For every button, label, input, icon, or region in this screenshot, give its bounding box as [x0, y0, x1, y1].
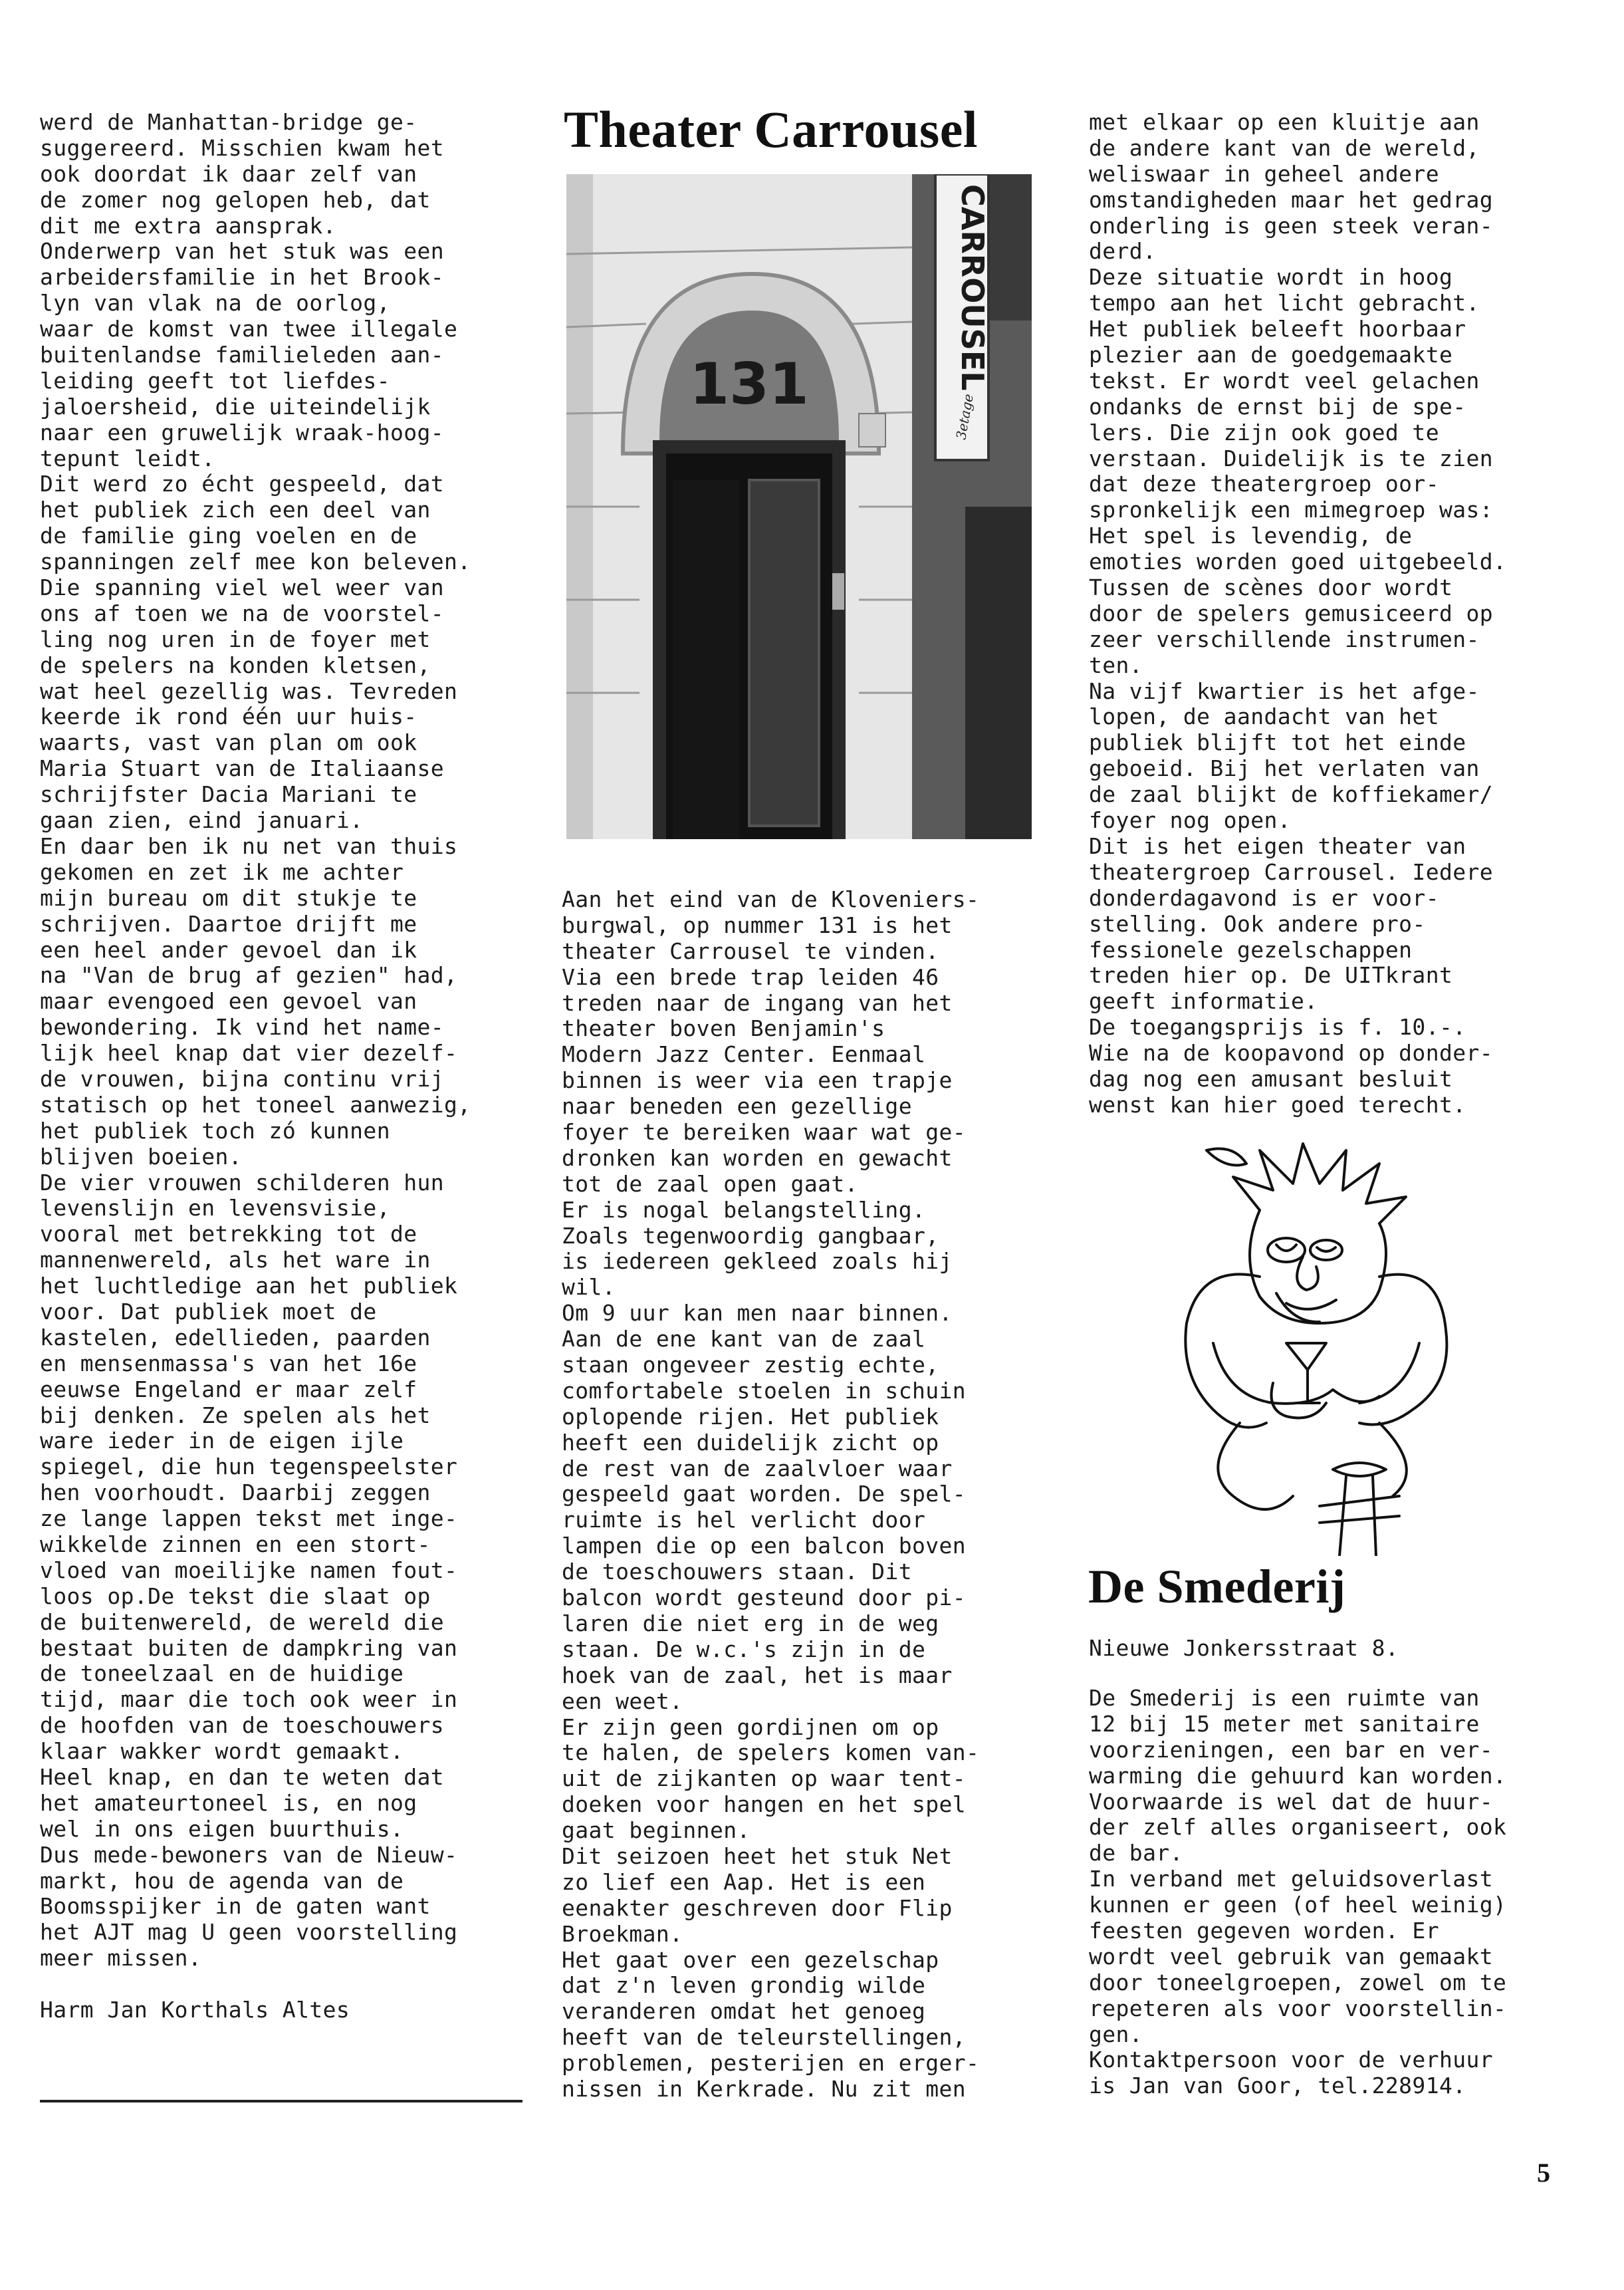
text-line: spronkelijk een mimegroep was:: [1089, 497, 1494, 523]
text-line: ware ieder in de eigen ijle: [40, 1428, 404, 1454]
text-line: lers. Die zijn ook goed te: [1089, 419, 1439, 445]
text-line: jaloersheid, die uiteindelijk: [40, 393, 431, 420]
text-line: Deze situatie wordt in hoog: [1089, 264, 1453, 291]
text-line: veranderen omdat het genoeg: [562, 1998, 926, 2025]
text-line: vooral met betrekking tot de: [40, 1221, 417, 1247]
text-line: theater boven Benjamin's: [562, 1015, 885, 1042]
text-line: Het publiek beleeft hoorbaar: [1089, 316, 1466, 342]
text-line: bestaat buiten de dampkring van: [40, 1634, 458, 1661]
text-line: een weet.: [562, 1688, 683, 1714]
signature-rule: [40, 2100, 522, 2102]
page-number: 5: [1537, 2158, 1550, 2188]
text-line: dit me extra aansprak.: [40, 212, 336, 239]
text-line: ling nog uren in de foyer met: [40, 626, 431, 652]
text-line: arbeidersfamilie in het Brook-: [40, 264, 445, 291]
text-line: markt, hou de agenda van de: [40, 1867, 404, 1894]
text-line: de buitenwereld, de wereld die: [40, 1608, 445, 1635]
text-line: mannenwereld, als het ware in: [40, 1247, 431, 1273]
text-line: de rest van de zaalvloer waar: [562, 1455, 953, 1481]
text-line: De Smederij is een ruimte van: [1089, 1685, 1480, 1711]
carrousel-sign-text: CARROUSEL: [955, 184, 990, 391]
text-line: lopen, de aandacht van het: [1089, 703, 1439, 730]
author-signature: Harm Jan Korthals Altes: [40, 1997, 350, 2023]
text-line: geboeid. Bij het verlaten van: [1089, 755, 1480, 782]
text-line: schrijfster Dacia Mariani te: [40, 781, 417, 808]
text-line: lijk heel knap dat vier dezelf-: [40, 1040, 458, 1067]
text-line: de toeschouwers staan. Dit: [562, 1559, 912, 1585]
text-line: Na vijf kwartier is het afge-: [1089, 678, 1480, 704]
text-line: wenst kan hier goed terecht.: [1089, 1091, 1466, 1118]
text-line: gaan zien, eind januari.: [40, 807, 364, 834]
text-line: treden naar de ingang van het: [562, 989, 953, 1016]
text-line: voorzieningen, een bar en ver-: [1089, 1736, 1494, 1763]
text-line: fessionele gezelschappen: [1089, 936, 1413, 963]
text-line: naar een gruwelijk wraak-hoog-: [40, 419, 445, 445]
text-line: Aan de ene kant van de zaal: [562, 1326, 926, 1352]
text-line: hoek van de zaal, het is maar: [562, 1662, 953, 1688]
text-line: de andere kant van de wereld,: [1089, 134, 1480, 161]
text-line: foyer te bereiken waar wat ge-: [562, 1119, 967, 1146]
text-line: Dus mede-bewoners van de Nieuw-: [40, 1841, 458, 1868]
text-line: gen.: [1089, 2021, 1143, 2047]
text-line: de familie ging voelen en de: [40, 523, 417, 549]
text-line: het luchtledige aan het publiek: [40, 1273, 458, 1299]
text-line: Via een brede trap leiden 46: [562, 963, 939, 990]
column-1-text: [40, 110, 471, 2023]
text-line: doeken voor hangen en het spel: [562, 1791, 967, 1818]
text-line: Modern Jazz Center. Eenmaal: [562, 1041, 926, 1068]
text-line: Maria Stuart van de Italiaanse: [40, 755, 445, 782]
text-line: theatergroep Carrousel. Iedere: [1089, 858, 1494, 885]
text-line: lampen die op een balcon boven: [562, 1533, 967, 1559]
text-line: Aan het eind van de Kloveniers-: [562, 886, 980, 912]
de-smederij-title: De Smederij: [1088, 1560, 1346, 1613]
text-line: Broekman.: [562, 1920, 683, 1947]
text-line: na "Van de brug af gezien" had,: [40, 962, 458, 989]
text-line: te halen, de spelers komen van-: [562, 1739, 980, 1766]
text-line: eeuwse Engeland er maar zelf: [40, 1376, 417, 1402]
text-line: tekst. Er wordt veel gelachen: [1089, 367, 1480, 394]
text-line: blijven boeien.: [40, 1143, 243, 1170]
text-line: weliswaar in geheel andere: [1089, 160, 1439, 187]
text-line: de bar.: [1089, 1840, 1183, 1866]
text-line: vloed van moeilijke namen fout-: [40, 1557, 458, 1583]
text-line: De vier vrouwen schilderen hun: [40, 1169, 445, 1196]
text-line: 12 bij 15 meter met sanitaire: [1089, 1710, 1480, 1737]
text-line: de hoofden van de toeschouwers: [40, 1712, 445, 1739]
text-line: heeft een duidelijk zicht op: [562, 1429, 939, 1456]
text-line: Voorwaarde is wel dat de huur-: [1089, 1788, 1494, 1815]
text-line: warming die gehuurd kan worden.: [1089, 1762, 1507, 1789]
text-line: met elkaar op een kluitje aan: [1089, 109, 1480, 135]
text-line: voor. Dat publiek moet de: [40, 1298, 377, 1325]
text-line: Zoals tegenwoordig gangbaar,: [562, 1222, 939, 1249]
smederij-text: [1089, 1686, 1506, 2099]
text-line: der zelf alles organiseert, ook: [1089, 1814, 1507, 1841]
text-line: dat z'n leven grondig wilde: [562, 1972, 926, 1999]
text-line: comfortabele stoelen in schuin: [562, 1377, 967, 1404]
theater-article-continued-text: [1089, 110, 1506, 1118]
text-line: dronken kan worden en gewacht: [562, 1144, 953, 1171]
text-line: leiding geeft tot liefdes-: [40, 367, 390, 394]
text-line: Dit werd zo écht gespeeld, dat: [40, 471, 445, 497]
text-line: onderling is geen steek veran-: [1089, 212, 1494, 239]
text-line: tempo aan het licht gebracht.: [1089, 290, 1480, 317]
text-line: gaat beginnen.: [562, 1817, 751, 1844]
text-line: naar beneden een gezellige: [562, 1093, 912, 1120]
text-line: levenslijn en levensvisie,: [40, 1195, 390, 1221]
text-line: heeft van de teleurstellingen,: [562, 2024, 967, 2051]
text-line: plezier aan de goedgemaakte: [1089, 342, 1453, 368]
text-line: wordt veel gebruik van gemaakt: [1089, 1943, 1494, 1970]
text-line: treden hier op. De UITkrant: [1089, 962, 1453, 989]
text-line: de zaal blijkt de koffiekamer/: [1089, 781, 1494, 808]
text-line: buitenlandse familieleden aan-: [40, 342, 445, 368]
text-line: gekomen en zet ik me achter: [40, 858, 404, 885]
text-line: derd.: [1089, 238, 1157, 265]
text-line: een heel ander gevoel dan ik: [40, 936, 417, 963]
text-line: laren die niet erg in de weg: [562, 1610, 939, 1636]
text-line: en mensenmassa's van het 16e: [40, 1350, 417, 1376]
text-line: Dit is het eigen theater van: [1089, 832, 1466, 859]
text-line: Heel knap, en dan te weten dat: [40, 1764, 445, 1790]
text-line: het publiek toch zó kunnen: [40, 1117, 390, 1144]
cartoon-drinker-illustration: [1160, 1124, 1466, 1556]
text-line: door toneelgroepen, zowel om te: [1089, 1969, 1507, 1995]
text-line: tot de zaal open gaat.: [562, 1170, 858, 1197]
text-line: klaar wakker wordt gemaakt.: [40, 1738, 404, 1765]
text-line: Dit seizoen heet het stuk Net: [562, 1843, 953, 1869]
text-line: zo lief een Aap. Het is een: [562, 1868, 926, 1895]
text-line: statisch op het toneel aanwezig,: [40, 1091, 471, 1118]
text-line: spanningen zelf mee kon beleven.: [40, 549, 471, 575]
text-line: Het spel is levendig, de: [1089, 523, 1413, 549]
text-line: verstaan. Duidelijk is te zien: [1089, 445, 1494, 471]
text-line: Tussen de scènes door wordt: [1089, 574, 1453, 601]
text-line: binnen is weer via een trapje: [562, 1067, 953, 1094]
text-line: werd de Manhattan-bridge ge-: [40, 109, 417, 135]
text-line: het AJT mag U geen voorstelling: [40, 1919, 458, 1946]
text-line: maar evengoed een gevoel van: [40, 988, 417, 1015]
text-line: stelling. Ook andere pro-: [1089, 910, 1426, 937]
text-line: eenakter geschreven door Flip: [562, 1894, 953, 1921]
text-line: publiek blijft tot het einde: [1089, 729, 1466, 756]
text-line: Onderwerp van het stuk was een: [40, 238, 445, 265]
text-line: ze lange lappen tekst met inge-: [40, 1505, 458, 1532]
text-line: omstandigheden maar het gedrag: [1089, 186, 1494, 213]
text-line: zeer verschillende instrumen-: [1089, 626, 1480, 652]
text-line: Er zijn geen gordijnen om op: [562, 1714, 939, 1740]
text-line: hen voorhoudt. Daarbij zeggen: [40, 1479, 431, 1506]
text-line: burgwal, op nummer 131 is het: [562, 912, 953, 938]
text-line: uit de zijkanten op waar tent-: [562, 1765, 967, 1792]
text-line: loos op.De tekst die slaat op: [40, 1583, 431, 1609]
text-line: keerde ik rond één uur huis-: [40, 703, 417, 730]
text-line: bewondering. Ik vind het name-: [40, 1014, 445, 1041]
text-line: emoties worden goed uitgebeeld.: [1089, 549, 1507, 575]
text-line: is iedereen gekleed zoals hij: [562, 1248, 953, 1275]
text-line: balcon wordt gesteund door pi-: [562, 1585, 967, 1611]
text-line: de vrouwen, bijna continu vrij: [40, 1065, 445, 1092]
text-line: lyn van vlak na de oorlog,: [40, 290, 390, 317]
text-line: gespeeld gaat worden. De spel-: [562, 1481, 967, 1507]
text-line: suggereerd. Misschien kwam het: [40, 134, 445, 161]
text-line: ons af toen we na de voorstel-: [40, 600, 445, 626]
text-line: ook doordat ik daar zelf van: [40, 160, 417, 187]
text-line: wel in ons eigen buurthuis.: [40, 1815, 404, 1842]
text-line: wat heel gezellig was. Tevreden: [40, 678, 458, 704]
text-line: staan. De w.c.'s zijn in de: [562, 1636, 926, 1662]
text-line: kunnen er geen (of heel weinig): [1089, 1892, 1507, 1918]
text-line: waar de komst van twee illegale: [40, 316, 458, 342]
text-line: nissen in Kerkrade. Nu zit men: [562, 2075, 967, 2102]
text-line: Wie na de koopavond op donder-: [1089, 1040, 1494, 1067]
text-line: wil.: [562, 1274, 616, 1301]
text-line: wikkelde zinnen en een stort-: [40, 1531, 431, 1557]
text-line: problemen, pesterijen en erger-: [562, 2050, 980, 2077]
text-line: oplopende rijen. Het publiek: [562, 1403, 939, 1430]
text-line: de toneelzaal en de huidige: [40, 1660, 404, 1687]
house-number: 131: [689, 351, 809, 418]
text-line: En daar ben ik nu net van thuis: [40, 832, 458, 859]
text-line: het amateurtoneel is, en nog: [40, 1789, 417, 1816]
text-line: In verband met geluidsoverlast: [1089, 1866, 1494, 1892]
text-line: dag nog een amusant besluit: [1089, 1065, 1453, 1092]
text-line: foyer nog open.: [1089, 807, 1292, 834]
text-line: Om 9 uur kan men naar binnen.: [562, 1300, 953, 1327]
text-line: Boomsspijker in de gaten want: [40, 1893, 431, 1920]
text-line: donderdagavond is er voor-: [1089, 884, 1439, 911]
theater-article-text: [562, 887, 979, 2102]
text-line: Het gaat over een gezelschap: [562, 1946, 939, 1973]
text-line: theater Carrousel te vinden.: [562, 938, 939, 964]
text-line: Die spanning viel wel weer van: [40, 574, 445, 601]
text-line: ten.: [1089, 652, 1143, 678]
text-line: de zomer nog gelopen heb, dat: [40, 186, 431, 213]
text-line: Er is nogal belangstelling.: [562, 1196, 926, 1223]
text-line: waarts, vast van plan om ook: [40, 729, 417, 756]
text-line: staan ongeveer zestig echte,: [562, 1352, 939, 1378]
text-line: tijd, maar die toch ook weer in: [40, 1686, 458, 1713]
text-line: dat deze theatergroep oor-: [1089, 471, 1439, 497]
text-line: is Jan van Goor, tel.228914.: [1089, 2073, 1466, 2099]
theater-entrance-photo: [566, 174, 1032, 839]
text-line: spiegel, die hun tegenspeelster: [40, 1454, 458, 1480]
text-line: Kontaktpersoon voor de verhuur: [1089, 2047, 1494, 2073]
text-line: mijn bureau om dit stukje te: [40, 884, 417, 911]
smederij-address: Nieuwe Jonkersstraat 8.: [1089, 1635, 1399, 1661]
text-line: ruimte is hel verlicht door: [562, 1507, 926, 1533]
theater-carrousel-title: Theater Carrousel: [564, 100, 979, 158]
text-line: door de spelers gemusiceerd op: [1089, 600, 1494, 626]
text-line: bij denken. Ze spelen als het: [40, 1402, 431, 1428]
text-line: De toegangsprijs is f. 10.-.: [1089, 1014, 1466, 1041]
text-line: het publiek zich een deel van: [40, 497, 431, 523]
text-line: schrijven. Daartoe drijft me: [40, 910, 417, 937]
text-line: meer missen.: [40, 1945, 202, 1972]
text-line: kastelen, edellieden, paarden: [40, 1324, 431, 1350]
text-line: de spelers na konden kletsen,: [40, 652, 431, 678]
text-line: geeft informatie.: [1089, 988, 1318, 1015]
spacer: [40, 1972, 471, 1997]
text-line: tepunt leidt.: [40, 445, 215, 471]
sign-floor-text: 3etage: [953, 392, 977, 441]
text-line: ondanks de ernst bij de spe-: [1089, 393, 1466, 420]
text-line: feesten gegeven worden. Er: [1089, 1918, 1439, 1944]
text-line: repeteren als voor voorstellin-: [1089, 1995, 1507, 2021]
